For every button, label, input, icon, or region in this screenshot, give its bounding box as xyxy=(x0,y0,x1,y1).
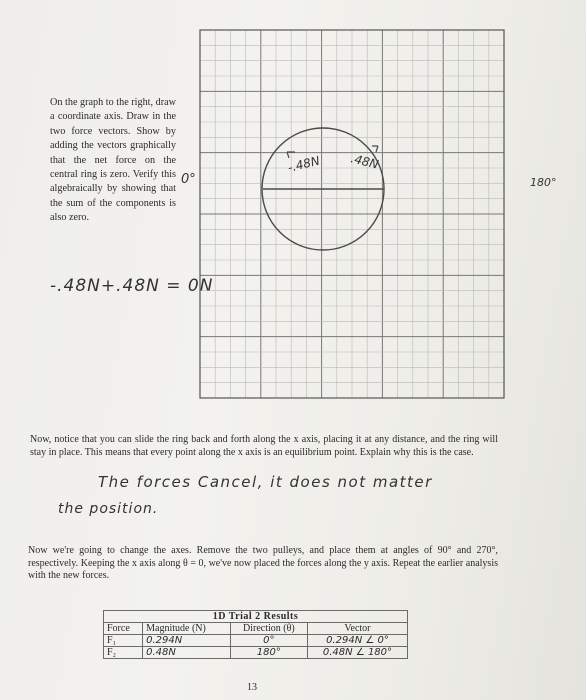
vector-value: 0.48N ∠ 180° xyxy=(307,647,407,659)
handwritten-answer-line1: The forces Cancel, it does not matter xyxy=(98,473,433,491)
force-label: F₂ xyxy=(104,647,143,659)
table-row xyxy=(104,635,408,647)
paragraph-change-axes: Now we're going to change the axes. Remove the two pulleys, and place them at angles of 90° and 270°, respectively. Keeping the x axis along θ = 0, we've now placed the forces along the y axis. Repeat the earlier analysis with the new forces. xyxy=(28,545,498,581)
handwritten-answer-line2: the position. xyxy=(58,501,159,517)
header-direction: Direction (θ) xyxy=(230,623,307,635)
vector-label-left: -.48N xyxy=(286,153,322,175)
vector-label-right: .48N xyxy=(349,151,380,172)
page-number: 13 xyxy=(247,682,257,693)
header-force: Force xyxy=(104,623,143,635)
direction-value: 180° xyxy=(230,647,307,659)
table-row xyxy=(104,647,408,659)
table-header-row xyxy=(104,623,408,635)
magnitude-value: 0.294N xyxy=(143,635,231,647)
direction-value: 0° xyxy=(230,635,307,647)
header-vector: Vector xyxy=(307,623,407,635)
vector-value: 0.294N ∠ 0° xyxy=(307,635,407,647)
table-caption: 1D Trial 2 Results xyxy=(104,611,408,623)
instructions-text: On the graph to the right, draw a coordinate axis. Draw in the two force vectors. Show by adding the vectors graphically that the net force on the central ring is zero. Verify this algebraically by showing that the sum of the components is also zero. xyxy=(50,97,176,224)
results-table xyxy=(103,610,408,659)
force-label: F₁ xyxy=(104,635,143,647)
magnitude-value: 0.48N xyxy=(143,647,231,659)
handwritten-angle-180: 180° xyxy=(530,176,557,189)
handwritten-angle-0: 0° xyxy=(181,172,196,187)
paragraph-equilibrium: Now, notice that you can slide the ring back and forth along the x axis, placing it at any distance, and the ring will stay in place. This means that every point along the x axis is an equilibrium point. Explain why this is the case. xyxy=(30,434,498,458)
header-magnitude: Magnitude (N) xyxy=(143,623,231,635)
handwritten-equation: -.48N+.48N = 0N xyxy=(50,276,214,296)
arrow-right-icon xyxy=(372,146,378,152)
graph-grid xyxy=(200,30,504,398)
